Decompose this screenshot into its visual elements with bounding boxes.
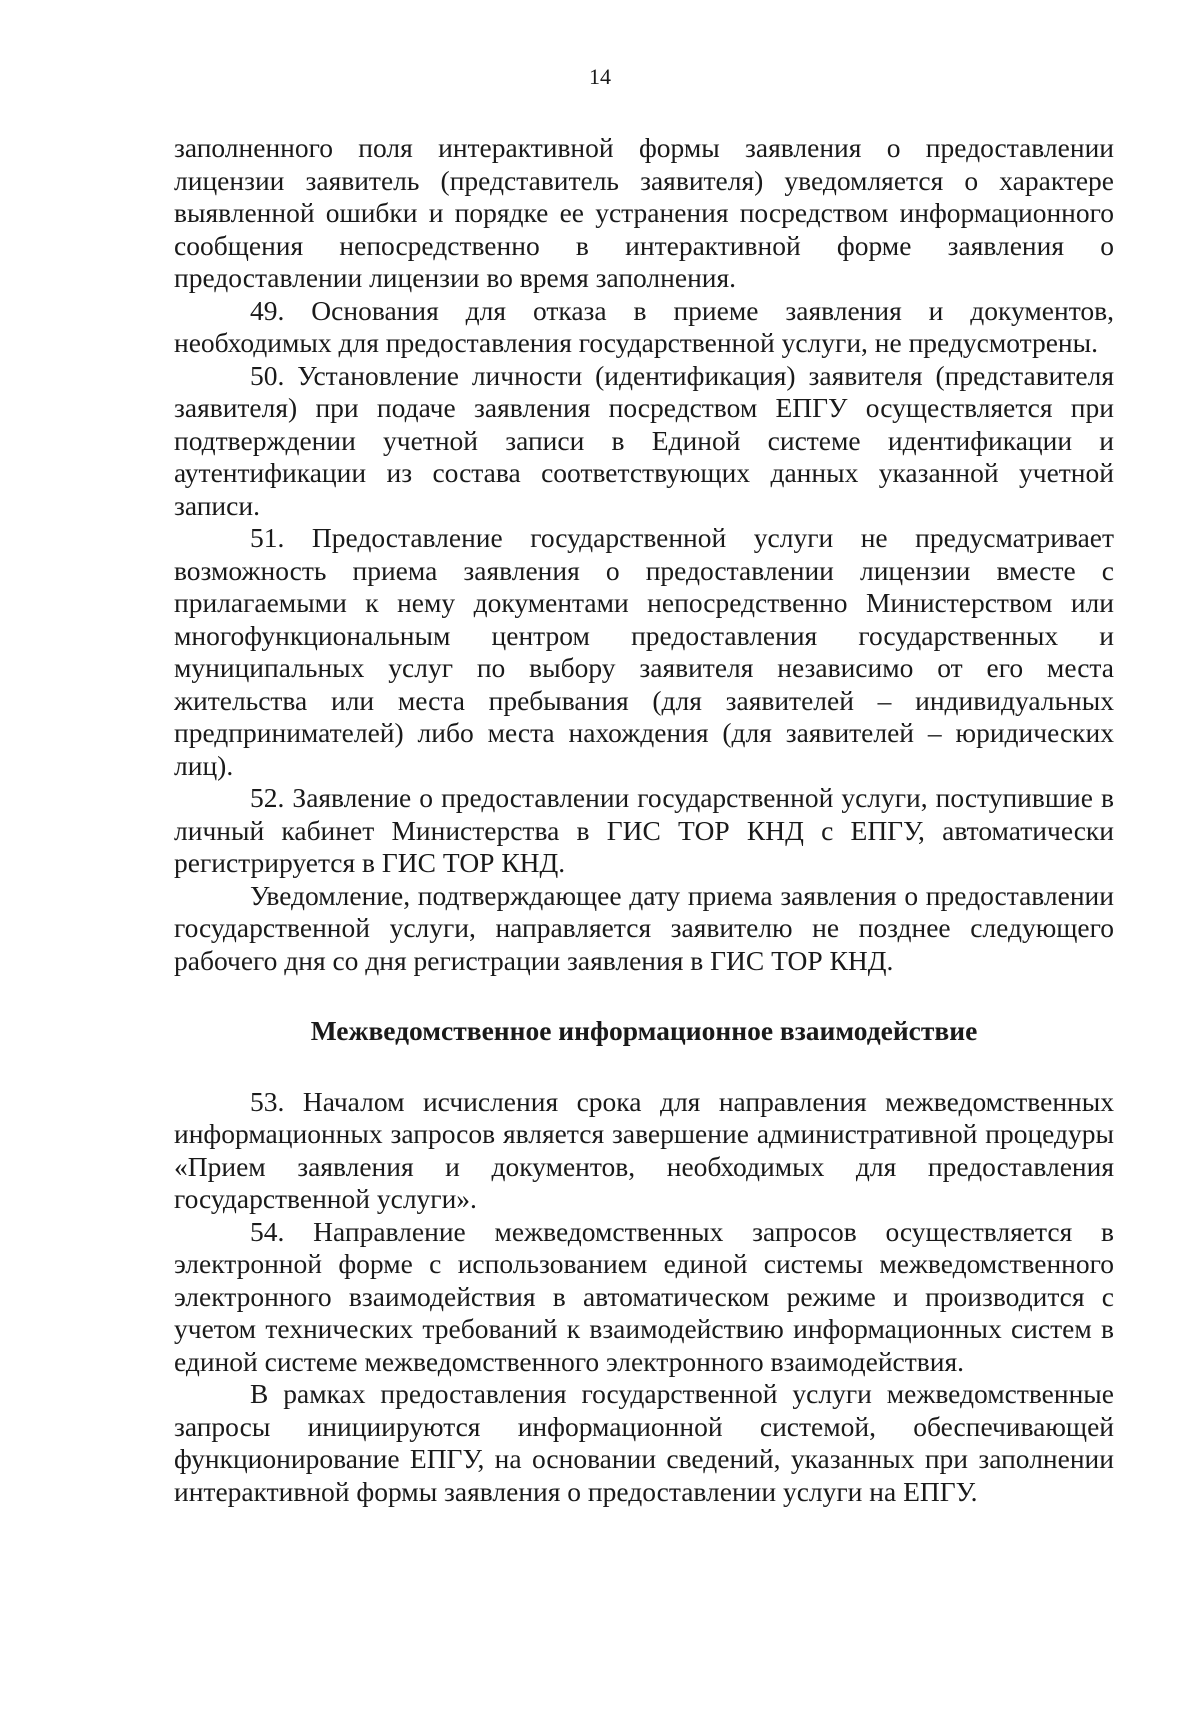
document-body [174, 132, 1114, 1508]
paragraph-49: 49. Основания для отказа в приеме заявления и документов, необходимых для предоставления государственной услуги, не предусмотрены. [174, 294, 1114, 358]
paragraph-51: 51. Предоставление государственной услуги не предусматривает возможность приема заявления о предоставлении лицензии вместе с прилагаемыми к нему документами непосредственно Министерством или многофункциональным центром предоставления государственных и муниципальных услуг по выбору заявителя независимо от его места жительства или места пребывания (для заявителей – индивидуальных предпринимателей) либо места нахождения (для заявителей – юридических лиц). [174, 522, 1114, 781]
paragraph-interagency-requests: В рамках предоставления государственной услуги межведомственные запросы инициируются информационной системой, обеспечивающей функционирование ЕПГУ, на основании сведений, указанных при заполнении интерактивной формы заявления о предоставлении услуги на ЕПГУ. [174, 1378, 1114, 1507]
paragraph-52: 52. Заявление о предоставлении государственной услуги, поступившие в личный кабинет Министерства в ГИС ТОР КНД с ЕПГУ, автоматически регистрируется в ГИС ТОР КНД. [174, 782, 1114, 878]
page-number: 14 [589, 64, 611, 89]
paragraph-53: 53. Началом исчисления срока для направления межведомственных информационных запросов является завершение административной процедуры «Прием заявления и документов, необходимых для предоставления государственной услуги». [174, 1085, 1114, 1214]
paragraph-50: 50. Установление личности (идентификация) заявителя (представителя заявителя) при подаче заявления посредством ЕПГУ осуществляется при подтверждении учетной записи в Единой системе идентификации и аутентификации из состава соответствующих данных указанной учетной записи. [174, 359, 1114, 521]
section-heading: Межведомственное информационное взаимодействие [310, 1015, 978, 1046]
paragraph-continuation: заполненного поля интерактивной формы заявления о предоставлении лицензии заявитель (представитель заявителя) уведомляется о характере выявленной ошибки и порядке ее устранения посредством информационного сообщения непосредственно в интерактивной форме заявления о предоставлении лицензии во время заполнения. [174, 132, 1114, 293]
paragraph-notification: Уведомление, подтверждающее дату приема заявления о предоставлении государственной услуги, направляется заявителю не позднее следующего рабочего дня со дня регистрации заявления в ГИС ТОР КНД. [174, 879, 1114, 976]
paragraph-54: 54. Направление межведомственных запросов осуществляется в электронной форме с использованием единой системы межведомственного электронного взаимодействия в автоматическом режиме и производится с учетом технических требований к взаимодействию информационных систем в единой системе межведомственного электронного взаимодействия. [174, 1215, 1114, 1377]
